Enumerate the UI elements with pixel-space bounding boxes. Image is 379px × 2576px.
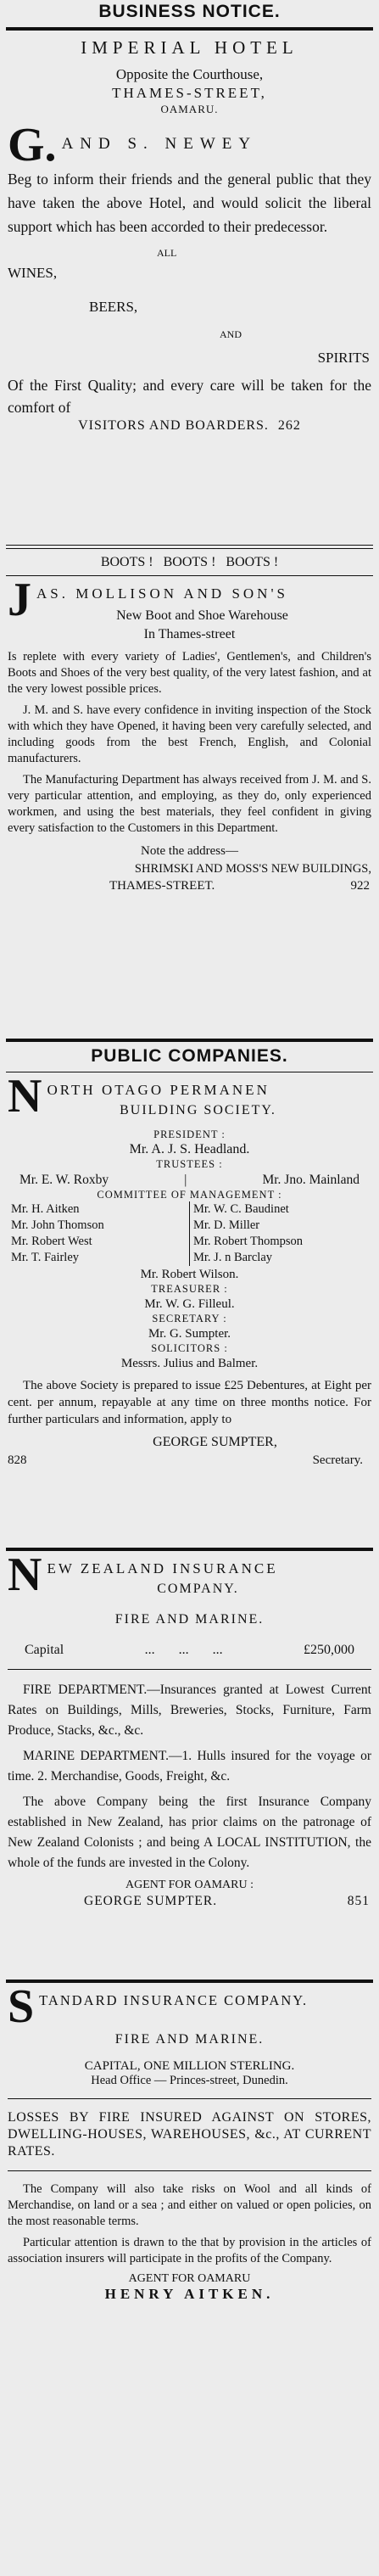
standard-name: TANDARD INSURANCE COMPANY. — [39, 1992, 309, 2008]
committee-member: Mr. Robert Thompson — [193, 1235, 304, 1248]
nz-reference: 851 — [347, 1894, 370, 1908]
nz-company-text: The above Company being the first Insurance Company established in New Zealand, has prior claims on the patronage of New Zealand Colonists ; and being A LOCAL INSTITUTION, the whole of the funds are invested in the Colony. — [8, 1795, 371, 1870]
president-label: PRESIDENT : — [153, 1128, 226, 1140]
society-signer: GEORGE SUMPTER, — [153, 1435, 277, 1449]
mollison-p1: Is replete with every variety of Ladies', Gentlemen's, and Children's Boots and Shoes of the very best quality, of the very latest fashion, and at the very lowest possible prices. — [8, 650, 371, 696]
public-companies-heading: PUBLIC COMPANIES. — [91, 1046, 288, 1066]
ad-reference: 262 — [277, 418, 301, 433]
boots-banner: BOOTS ! BOOTS ! BOOTS ! — [100, 555, 279, 569]
visitors-line — [8, 418, 371, 434]
society-footer-row — [8, 1452, 371, 1470]
divider — [6, 545, 373, 549]
standard-p1: The Company will also take risks on Wool and all kinds of Merchandise, on land or a sea ; and either on valued or open policies, on the most reasonable terms. — [8, 2182, 371, 2228]
mollison-note: Note the address— — [141, 844, 238, 858]
beers-label: BEERS, — [89, 299, 138, 315]
ad-location: Opposite the Courthouse, — [115, 66, 264, 82]
society-name: ORTH OTAGO PERMANEN — [47, 1082, 270, 1098]
committee-member: Mr. John Thomson — [11, 1218, 104, 1232]
committee-member: Mr. W. C. Baudinet — [193, 1202, 289, 1216]
nz-marine-department: MARINE DEPARTMENT.—1. Hulls insured for the voyage or time. 2. Merchandise, Goods, Freight, &c. — [8, 1749, 371, 1784]
dropcap: N — [8, 1548, 42, 1601]
standard-agent-label: AGENT FOR OAMARU — [128, 2272, 251, 2285]
society-name2: BUILDING SOCIETY. — [120, 1103, 276, 1117]
mollison-reference: 922 — [350, 879, 370, 893]
society-reference: 828 — [8, 1453, 27, 1467]
committee-last: Mr. Robert Wilson. — [140, 1268, 239, 1281]
committee-label: COMMITTEE OF MANAGEMENT : — [97, 1189, 282, 1201]
committee-member: Mr. T. Fairley — [11, 1251, 80, 1264]
nz-fire-department: FIRE DEPARTMENT.—Insurances granted at Lowest Current Rates on Buildings, Mills, Breweries, Stocks, Furniture, Farm Produce, Stacks, &c., &c. — [8, 1683, 371, 1738]
nz-agent-label: AGENT FOR OAMARU : — [125, 1879, 254, 1891]
ad-street: THAMES-STREET, — [112, 85, 267, 101]
secretary-name: Mr. G. Sumpter. — [148, 1327, 231, 1341]
wines-label: WINES, — [8, 265, 58, 281]
standard-losses: LOSSES BY FIRE INSURED AGAINST ON STORES, DWELLING-HOUSES, WAREHOUSES, &c., AT CURRENT RATES. — [8, 2110, 371, 2159]
dropcap: J — [8, 574, 31, 626]
quality-text: Of the First Quality; and every care will be taken for the comfort of — [8, 377, 371, 416]
divider — [8, 2170, 371, 2171]
standard-agent: HENRY AITKEN. — [104, 2286, 275, 2302]
committee-member: Mr. D. Miller — [193, 1218, 260, 1232]
ad-title: IMPERIAL HOTEL — [81, 37, 298, 58]
dropcap: N — [8, 1070, 42, 1123]
divider — [6, 1980, 373, 1983]
trustee-right: Mr. Jno. Mainland — [262, 1173, 359, 1187]
divider — [8, 2098, 371, 2099]
society-signer-role: Secretary. — [312, 1453, 363, 1467]
nz-name: EW ZEALAND INSURANCE — [47, 1560, 278, 1576]
society-body: The above Society is prepared to issue £25 Debentures, at Eight per cent. per annum, repayable at any time on three months notice. For further particulars and information, apply to — [8, 1379, 371, 1426]
solicitors-name: Messrs. Julius and Balmer. — [120, 1357, 259, 1370]
mollison-p3: The Manufacturing Department has always received from J. M. and S. very particular attention, and employing, as they do, only experienced workmen, and using the best materials, they feel confident in giving every satisfaction to the Customers in this Department. — [8, 773, 371, 835]
mollison-ad — [6, 574, 373, 1036]
mollison-name: AS. MOLLISON AND SON'S — [36, 585, 288, 602]
standard-office: Head Office — Princes-street, Dunedin. — [91, 2074, 288, 2087]
visitors-text: VISITORS AND BOARDERS. — [78, 418, 269, 433]
nz-insurance-ad — [6, 1548, 373, 1977]
committee-left — [8, 1201, 190, 1266]
committee-member: Mr. J. n Barclay — [193, 1251, 273, 1264]
mollison-address-row — [8, 877, 371, 895]
nz-name2: COMPANY. — [157, 1582, 239, 1596]
trustees-label: TRUSTEES : — [156, 1158, 223, 1170]
standard-insurance-ad — [6, 1980, 373, 2308]
solicitors-label: SOLICITORS : — [151, 1342, 228, 1354]
mollison-p2: J. M. and S. have every confidence in inviting inspection of the Stock with which they have Opened, it having been very carefully selected, and including goods from the best French, English, and Colonial manufacturers. — [8, 703, 371, 765]
treasurer-name: Mr. W. G. Filleul. — [144, 1297, 235, 1311]
committee-right — [190, 1201, 371, 1266]
standard-capital: CAPITAL, ONE MILLION STERLING. — [84, 2059, 295, 2073]
president-name: Mr. A. J. S. Headland. — [129, 1142, 250, 1156]
committee-member: Mr. Robert West — [11, 1235, 92, 1248]
divider — [6, 575, 373, 576]
proprietor-name: AND S. NEWEY — [61, 135, 258, 153]
nz-capital-row — [8, 1641, 371, 1659]
and-label: AND — [220, 328, 242, 340]
nz-agent-name: GEORGE SUMPTER. — [84, 1894, 218, 1908]
divider — [6, 1039, 373, 1042]
mollison-address2: THAMES-STREET. — [109, 879, 215, 893]
nz-capital-label: Capital — [25, 1643, 64, 1657]
mollison-sub2: In Thames-street — [143, 627, 236, 641]
imperial-hotel-ad — [6, 33, 373, 541]
committee-columns — [8, 1201, 371, 1266]
all-label: ALL — [157, 247, 177, 259]
trustee-divider: | — [184, 1173, 187, 1187]
mollison-address1: SHRIMSKI AND MOSS'S NEW BUILDINGS, — [134, 862, 371, 876]
dropcap: G. — [8, 119, 57, 171]
business-notice-heading: BUSINESS NOTICE. — [98, 2, 281, 21]
nz-capital-value: £250,000 — [304, 1643, 354, 1657]
ad-town: OAMARU. — [160, 103, 219, 115]
trustees-row — [8, 1171, 371, 1189]
spirits-label: SPIRITS — [317, 350, 370, 366]
nz-subtitle: FIRE AND MARINE. — [114, 1612, 265, 1627]
standard-p2: Particular attention is drawn to the that by provision in the articles of association insurers will participate in the profits of the Company. — [8, 2236, 371, 2265]
divider — [6, 1548, 373, 1551]
building-society-ad — [6, 1070, 373, 1545]
ad-body: Beg to inform their friends and the general public that they have taken the above Hotel, and would solicit the liberal support which has been accorded to their predecessor. — [8, 171, 371, 235]
ad-proprietor-line — [8, 119, 371, 171]
drinks-list — [8, 247, 371, 374]
dropcap: S — [8, 1980, 35, 2033]
nz-agent-row — [8, 1892, 371, 1910]
committee-member: Mr. H. Aitken — [11, 1202, 80, 1216]
secretary-label: SECRETARY : — [152, 1313, 227, 1324]
nz-capital-dots: ... ... ... — [144, 1643, 223, 1657]
trustee-left: Mr. E. W. Roxby — [20, 1173, 109, 1187]
mollison-sub1: New Boot and Shoe Warehouse — [116, 608, 288, 623]
treasurer-label: TREASURER : — [151, 1283, 228, 1295]
divider — [8, 1669, 371, 1670]
divider — [6, 27, 373, 31]
standard-subtitle: FIRE AND MARINE. — [114, 2032, 265, 2047]
standard-title-line — [8, 1980, 371, 2033]
